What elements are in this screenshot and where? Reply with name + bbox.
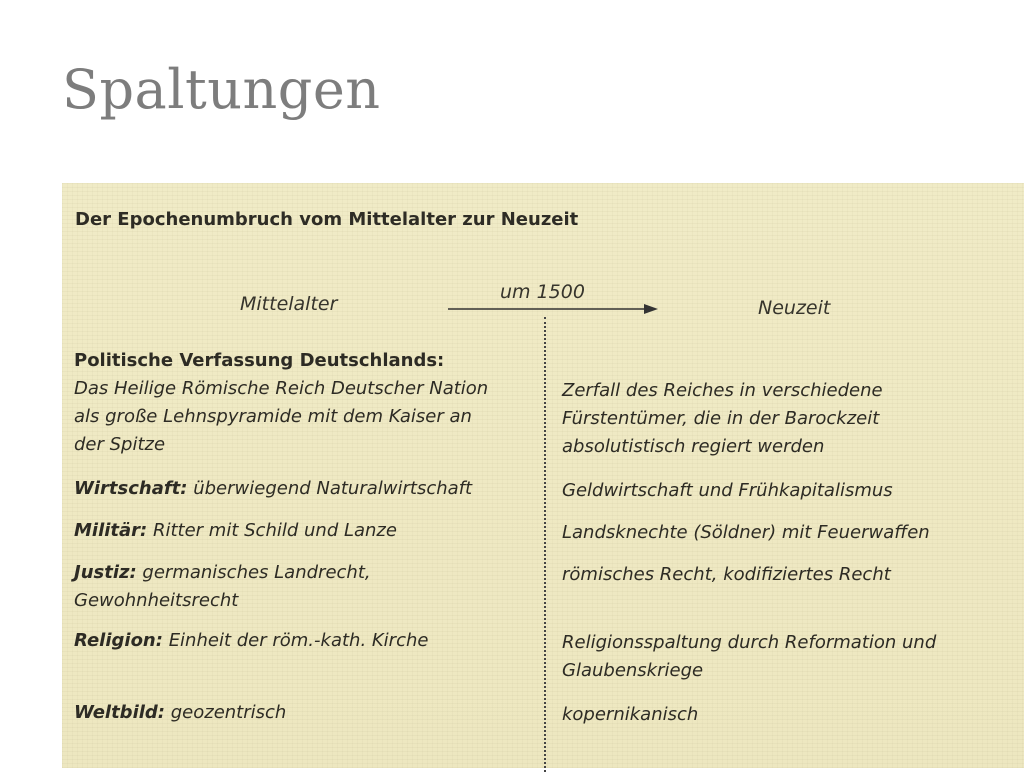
figure-heading: Der Epochenumbruch vom Mittelalter zur Neuzeit bbox=[75, 209, 579, 230]
row-left-text: geozentrisch bbox=[170, 702, 287, 723]
era-label-center: um 1500 bbox=[500, 281, 585, 303]
row-economy-right bbox=[562, 477, 1002, 505]
scanned-figure bbox=[62, 183, 1024, 768]
row-right-text: Zerfall des Reiches in verschiedene Fürstentümer, die in der Barockzeit absolutistisch regiert werden bbox=[562, 380, 883, 457]
era-label-left: Mittelalter bbox=[240, 293, 338, 315]
row-left-text: Das Heilige Römische Reich Deutscher Nation als große Lehnspyramide mit dem Kaiser an der Spitze bbox=[74, 378, 489, 455]
row-religion-right bbox=[562, 629, 1002, 685]
row-right-text: kopernikanisch bbox=[562, 704, 699, 725]
slide-title: Spaltungen bbox=[62, 58, 381, 121]
era-label-right: Neuzeit bbox=[758, 297, 831, 319]
row-religion-left bbox=[74, 627, 504, 655]
row-label: Militär: bbox=[74, 520, 148, 541]
column-divider bbox=[544, 317, 546, 772]
row-justice-left bbox=[74, 559, 504, 615]
row-right-text: Landsknechte (Söldner) mit Feuerwaffen bbox=[562, 522, 930, 543]
row-right-text: Religionsspaltung durch Reformation und Glaubenskriege bbox=[562, 632, 937, 681]
row-justice-right bbox=[562, 561, 1002, 589]
row-label: Politische Verfassung Deutschlands: bbox=[74, 350, 445, 371]
row-worldview-left bbox=[74, 699, 504, 727]
row-economy-left bbox=[74, 475, 504, 503]
row-label: Religion: bbox=[74, 630, 163, 651]
row-left-text: Ritter mit Schild und Lanze bbox=[152, 520, 397, 541]
row-politics-left bbox=[74, 347, 504, 459]
row-politics-right bbox=[562, 377, 1002, 461]
row-left-text: germanisches Landrecht, Gewohnheitsrecht bbox=[74, 562, 371, 611]
row-label: Justiz: bbox=[74, 562, 137, 583]
row-right-text: römisches Recht, kodifiziertes Recht bbox=[562, 564, 891, 585]
row-left-text: überwiegend Naturalwirtschaft bbox=[193, 478, 473, 499]
row-label: Weltbild: bbox=[74, 702, 165, 723]
row-label: Wirtschaft: bbox=[74, 478, 188, 499]
row-military-left bbox=[74, 517, 504, 545]
row-military-right bbox=[562, 519, 1002, 547]
row-worldview-right bbox=[562, 701, 1002, 729]
row-right-text: Geldwirtschaft und Frühkapitalismus bbox=[562, 480, 893, 501]
row-left-text: Einheit der röm.-kath. Kirche bbox=[168, 630, 429, 651]
timeline-arrow-icon bbox=[448, 301, 658, 317]
